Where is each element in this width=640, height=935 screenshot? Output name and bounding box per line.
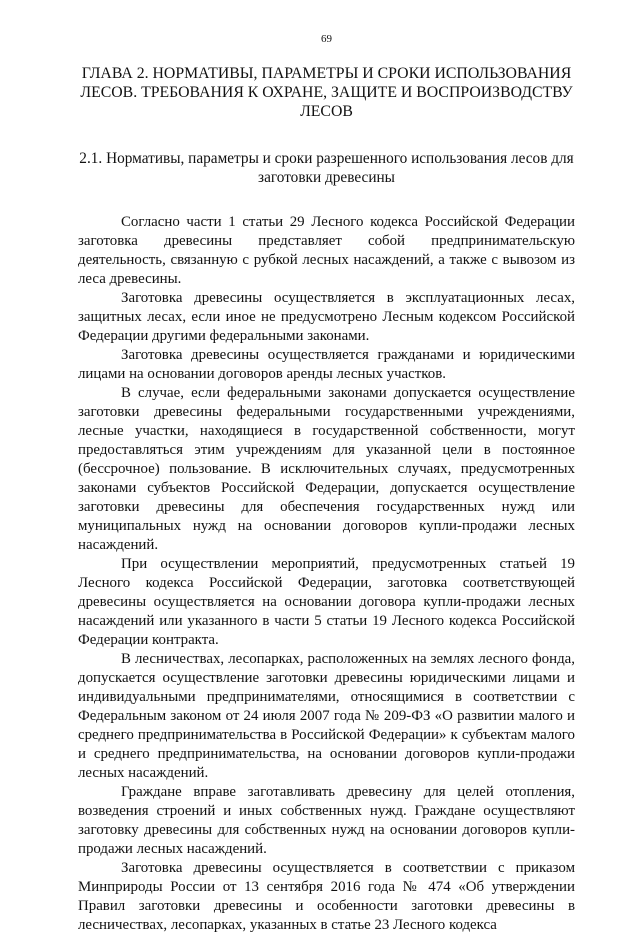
paragraph: Граждане вправе заготавливать древесину для целей отопления, возведения строений и иных собственных нужд. Граждане осуществляют заготовку древесины для собственных нужд на основании договоров купли-продажи лесных насаждений. [78,784,575,857]
paragraph: В случае, если федеральными законами допускается осуществление заготовки древесины федеральными государственными учреждениями, лесные участки, находящиеся в государственной собственности, могут предоставляться этим учреждениям для указанной цели в постоянное (бессрочное) пользование. В исключительных случаях, предусмотренных законами субъектов Российской Федерации, допускается осуществление заготовки древесины для обеспечения государственных нужд или муниципальных нужд на основании договоров купли-продажи лесных насаждений. [78,385,575,553]
paragraph: Заготовка древесины осуществляется гражданами и юридическими лицами на основании договоров аренды лесных участков. [78,347,575,382]
page-number: 69 [321,33,332,45]
paragraph: Согласно части 1 статьи 29 Лесного кодекса Российской Федерации заготовка древесины представляет собой предпринимательскую деятельность, связанную с рубкой лесных насаждений, а также с вывозом из леса древесины. [78,214,575,287]
paragraph: Заготовка древесины осуществляется в соответствии с приказом Минприроды России от 13 сентября 2016 года № 474 «Об утверждении Правил заготовки древесины и особенности заготовки древесины в лесничествах, лесопарках, указанных в статье 23 Лесного кодекса [78,860,575,933]
document-page [78,32,575,935]
paragraph: Заготовка древесины осуществляется в эксплуатационных лесах, защитных лесах, если иное не предусмотрено Лесным кодексом Российской Федерации другими федеральными законами. [78,290,575,344]
paragraph: В лесничествах, лесопарках, расположенных на землях лесного фонда, допускается осуществление заготовки древесины юридическими лицами и индивидуальными предпринимателями, относящимися в соответствии с Федеральным законом от 24 июля 2007 года № 209-ФЗ «О развитии малого и среднего предпринимательства в Российской Федерации» к субъектам малого и среднего предпринимательства, на основании договоров купли-продажи лесных насаждений. [78,651,575,781]
paragraph: При осуществлении мероприятий, предусмотренных статьей 19 Лесного кодекса Российской Федерации, заготовка соответствующей древесины осуществляется на основании договора купли-продажи лесных насаждений или указанного в части 5 статьи 19 Лесного кодекса Российской Федерации контракта. [78,556,575,648]
section-title: 2.1. Нормативы, параметры и сроки разрешенного использования лесов для заготовки древесины [79,150,574,186]
body-text [78,213,575,935]
chapter-title: ГЛАВА 2. НОРМАТИВЫ, ПАРАМЕТРЫ И СРОКИ ИСПОЛЬЗОВАНИЯ ЛЕСОВ. ТРЕБОВАНИЯ К ОХРАНЕ, ЗАЩИТЕ И ВОСПРОИЗВОДСТВУ ЛЕСОВ [80,65,573,120]
